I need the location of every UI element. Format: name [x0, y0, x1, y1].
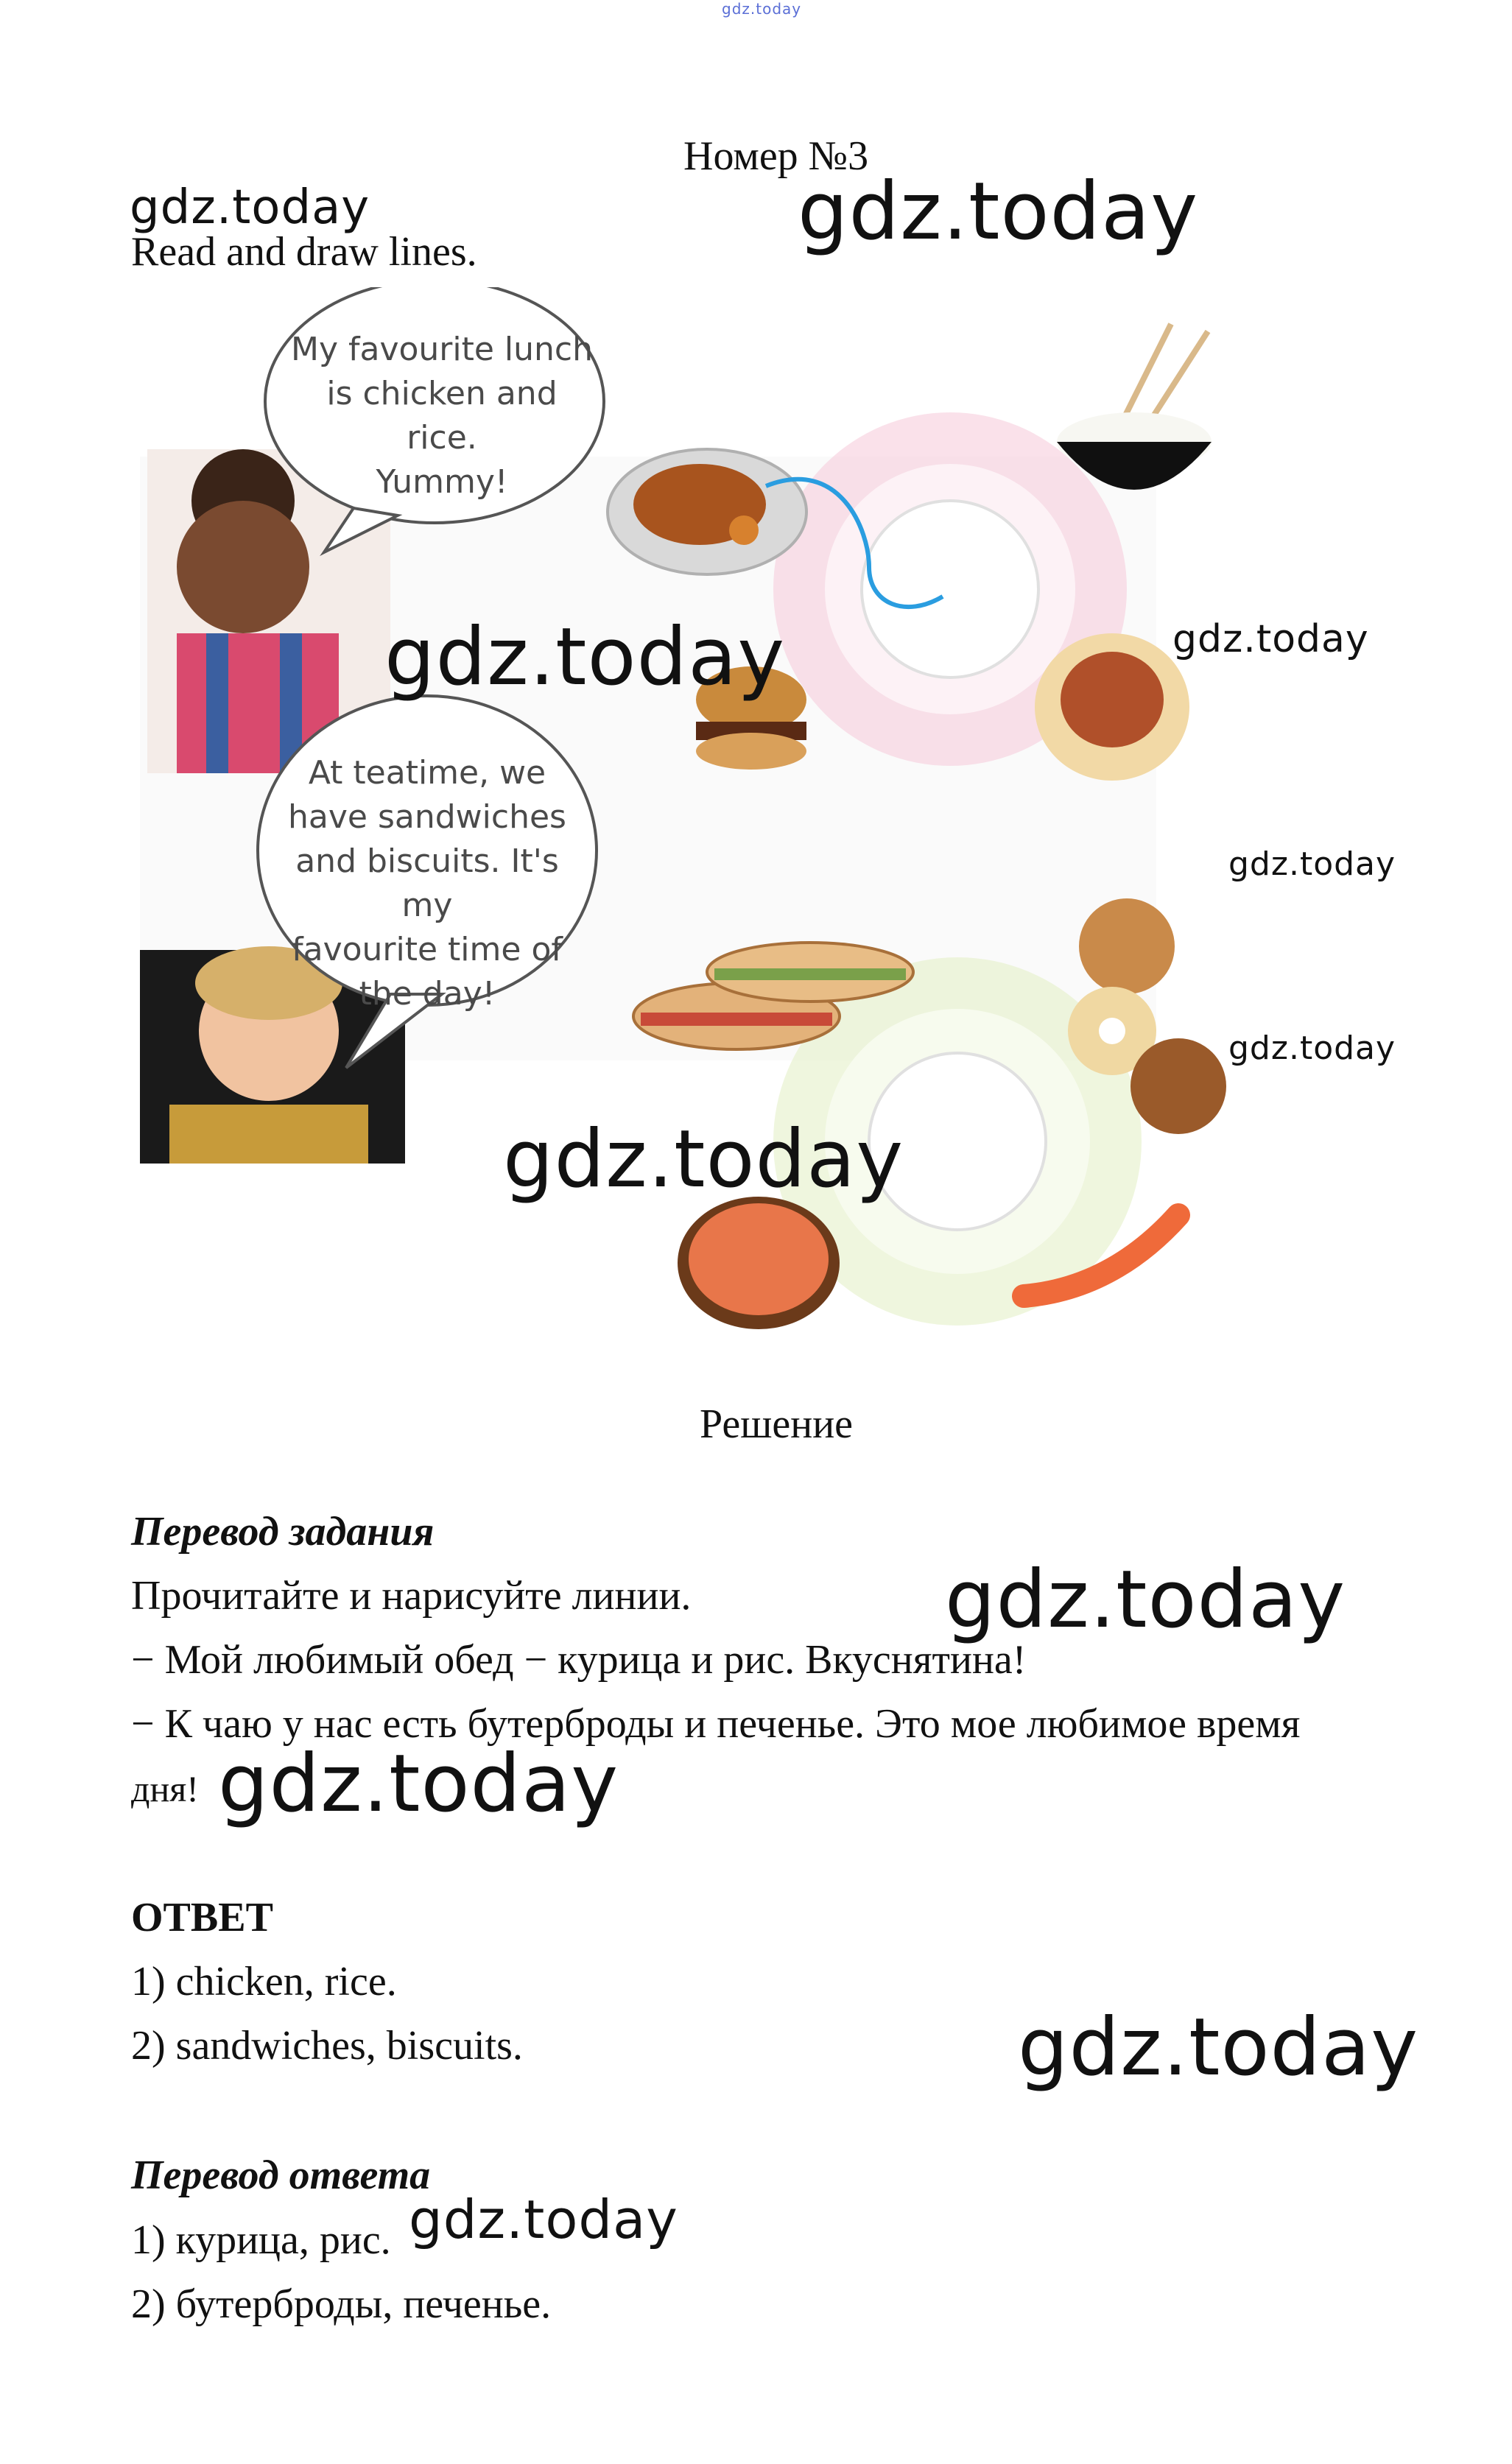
bubble-2-text — [265, 751, 589, 1016]
exercise-instruction: Read and draw lines. — [131, 229, 477, 275]
answer-translation-line: 2) бутерброды, печенье. — [131, 2281, 552, 2327]
bubble-2-line: At teatime, we — [308, 754, 546, 792]
bubble-1-line: is chicken and rice. — [326, 375, 558, 457]
watermark: gdz.today — [945, 1554, 1346, 1646]
top-watermark: gdz.today — [722, 0, 802, 18]
watermark: gdz.today — [1172, 617, 1369, 661]
exercise-number-title: Номер №3 — [683, 133, 869, 179]
bubble-1-text — [287, 328, 597, 504]
answer-line: 1) chicken, rice. — [131, 1959, 397, 2004]
chicken-icon — [608, 449, 806, 574]
watermark: gdz.today — [503, 1113, 904, 1205]
task-translation-line: − Мой любимый обед − курица и рис. Вкуснятина! — [131, 1637, 1027, 1683]
solution-title: Решение — [700, 1401, 854, 1447]
task-translation-line: Прочитайте и нарисуйте линии. — [131, 1573, 692, 1619]
bubble-1-line: My favourite lunch — [291, 331, 593, 368]
watermark: gdz.today — [1018, 2002, 1419, 2094]
watermark: gdz.today — [798, 166, 1199, 258]
pizza-icon — [678, 1197, 840, 1329]
bubble-1-line: Yummy! — [376, 463, 508, 501]
watermark: gdz.today — [409, 2189, 678, 2250]
answer-translation-line: 1) курица, рис. — [131, 2217, 391, 2263]
task-translation-line: − К чаю у нас есть бутерброды и печенье. Это мое любимое время — [131, 1701, 1301, 1747]
rice-bowl-icon — [1057, 324, 1212, 490]
spaghetti-icon — [1035, 633, 1189, 781]
watermark: gdz.today — [130, 180, 370, 235]
bubble-2-line: favourite time of — [292, 931, 563, 968]
watermark: gdz.today — [384, 611, 786, 703]
watermark: gdz.today — [1228, 845, 1396, 883]
top-plate — [862, 501, 1038, 677]
bubble-2-line: the day! — [359, 975, 496, 1013]
watermark: gdz.today — [218, 1738, 619, 1830]
task-translation-heading: Перевод задания — [131, 1509, 435, 1555]
bubble-2-line: have sandwiches — [288, 798, 566, 836]
task-translation-line: дня! — [131, 1768, 199, 1809]
answer-translation-heading: Перевод ответа — [131, 2153, 431, 2198]
watermark: gdz.today — [1228, 1029, 1396, 1067]
answer-heading: ОТВЕТ — [131, 1895, 273, 1940]
bubble-2-line: and biscuits. It's my — [295, 842, 559, 924]
answer-line: 2) sandwiches, biscuits. — [131, 2023, 523, 2069]
